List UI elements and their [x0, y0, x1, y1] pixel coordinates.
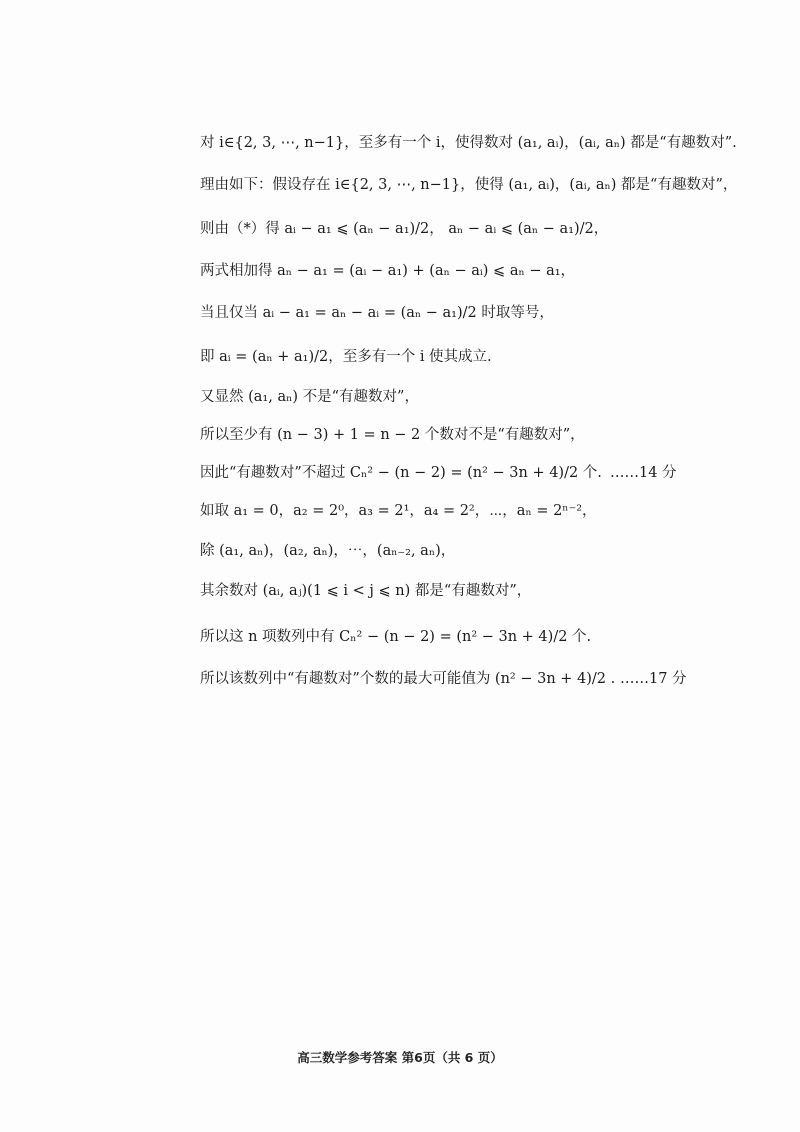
- text-line-13: 所以这 n 项数列中有 Cₙ² − (n − 2) = (n² − 3n + 4)/2 个.: [200, 629, 592, 645]
- score-marker-17: ……17 分: [620, 671, 687, 687]
- text-line-12: 其余数对 (aᵢ, aⱼ)(1 ⩽ i < j ⩽ n) 都是“有趣数对”，: [200, 583, 532, 599]
- text-line-4: 两式相加得 aₙ − a₁ = (aᵢ − a₁) + (aₙ − aᵢ) ⩽ aₙ − a₁，: [200, 263, 576, 279]
- text-line-9: 因此“有趣数对”不超过 Cₙ² − (n − 2) = (n² − 3n + 4)/2 个.: [200, 465, 602, 481]
- text-line-1: 对 i∈{2, 3, ⋯, n−1}，至多有一个 i，使得数对 (a₁, aᵢ)，(aᵢ, aₙ) 都是“有趣数对”.: [200, 135, 737, 151]
- text-line-6: 即 aᵢ = (aₙ + a₁)/2，至多有一个 i 使其成立.: [200, 349, 492, 365]
- score-marker-14: ……14 分: [610, 465, 677, 481]
- text-line-7: 又显然 (a₁, aₙ) 不是“有趣数对”，: [200, 389, 419, 405]
- text-line-11: 除 (a₁, aₙ)，(a₂, aₙ)，⋯，(aₙ₋₂, aₙ)，: [200, 543, 456, 559]
- page-footer: 高三数学参考答案 第6页（共 6 页）: [297, 1050, 503, 1065]
- text-line-10: 如取 a₁ = 0，a₂ = 2⁰，a₃ = 2¹，a₄ = 2²，⋯，aₙ = 2ⁿ⁻²，: [200, 503, 597, 519]
- text-line-2: 理由如下：假设存在 i∈{2, 3, ⋯, n−1}，使得 (a₁, aᵢ)，(aᵢ, aₙ) 都是“有趣数对”，: [200, 177, 738, 193]
- text-line-5: 当且仅当 aᵢ − a₁ = aₙ − aᵢ = (aₙ − a₁)/2 时取等号，: [200, 305, 554, 321]
- text-line-3: 则由（*）得 aᵢ − a₁ ⩽ (aₙ − a₁)/2， aₙ − aᵢ ⩽ (aₙ − a₁)/2，: [200, 221, 609, 237]
- text-line-8: 所以至少有 (n − 3) + 1 = n − 2 个数对不是“有趣数对”，: [200, 427, 585, 443]
- text-line-14: 所以该数列中“有趣数对”个数的最大可能值为 (n² − 3n + 4)/2 .: [200, 671, 616, 687]
